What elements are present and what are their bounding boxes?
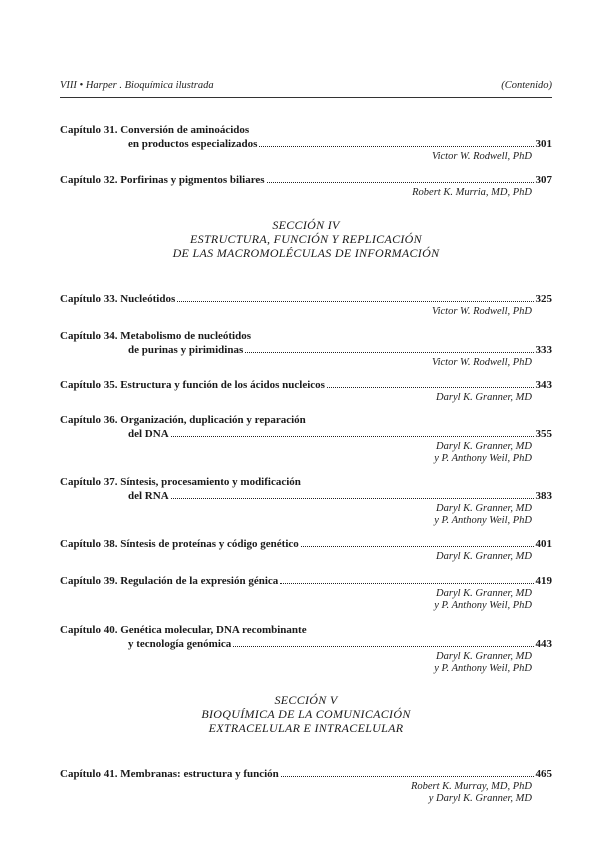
chapter-number: Capítulo 33. (60, 293, 118, 305)
toc-entry (60, 574, 552, 612)
page-number: 465 (535, 768, 552, 780)
chapter-title: Nucleótidos (120, 293, 176, 305)
chapter-number: Capítulo 37. (60, 476, 118, 488)
chapter-title: del RNA (128, 490, 169, 502)
chapter-author: Daryl K. Granner, MD (436, 503, 532, 514)
chapter-author: y P. Anthony Weil, PhD (434, 600, 532, 611)
toc-entry-title-row (60, 137, 552, 151)
toc-entry (60, 476, 552, 527)
chapter-title: Estructura y función de los ácidos nucleicos (120, 379, 325, 391)
page-number: 301 (535, 138, 552, 150)
dot-leader (171, 489, 534, 499)
section-iv-title-line1: ESTRUCTURA, FUNCIÓN Y REPLICACIÓN (190, 232, 422, 246)
toc-entry-title-row (60, 427, 552, 441)
chapter-number: Capítulo 40. (60, 624, 118, 636)
dot-leader (281, 767, 534, 777)
page-number: 419 (535, 575, 552, 587)
chapter-author: Daryl K. Granner, MD (436, 441, 532, 452)
page-number: 383 (535, 490, 552, 502)
chapter-author: Daryl K. Granner, MD (436, 588, 532, 599)
dot-leader (259, 137, 533, 147)
chapter-number: Capítulo 35. (60, 379, 118, 391)
dot-leader (280, 574, 533, 584)
chapter-author: Victor W. Rodwell, PhD (431, 151, 532, 162)
chapter-author: y P. Anthony Weil, PhD (434, 453, 532, 464)
dot-leader (233, 637, 533, 647)
chapter-author: y P. Anthony Weil, PhD (434, 515, 532, 526)
toc-entry-title-row (60, 292, 552, 306)
section-v-label: SECCIÓN V (274, 693, 338, 707)
toc-entry (60, 124, 552, 163)
chapter-author: y P. Anthony Weil, PhD (434, 663, 532, 674)
toc-entry-title-row (60, 767, 552, 781)
toc-entry-title-row (60, 637, 552, 651)
page-number: 401 (535, 538, 552, 550)
chapter-number: Capítulo 32. (60, 174, 118, 186)
dot-leader (267, 173, 534, 183)
dot-leader (327, 378, 534, 388)
chapter-number: Capítulo 38. (60, 538, 118, 550)
running-header-title: VIII • Harper . Bioquímica ilustrada (60, 80, 214, 91)
toc-entry (60, 767, 552, 805)
section-iv-heading (60, 218, 552, 260)
chapter-number: Capítulo 34. (60, 330, 118, 342)
toc-entry-title-row (60, 343, 552, 357)
toc-entry (60, 537, 552, 563)
page-number: 443 (535, 638, 552, 650)
chapter-title-line1: Síntesis, procesamiento y modificación (120, 476, 301, 488)
toc-entry (60, 173, 552, 199)
chapter-author: y Daryl K. Granner, MD (428, 793, 532, 804)
chapter-title-line1: Organización, duplicación y reparación (120, 414, 306, 426)
toc-entry-first-line (60, 124, 552, 137)
chapter-title: Porfirinas y pigmentos biliares (120, 174, 265, 186)
chapter-author: Victor W. Rodwell, PhD (431, 306, 532, 317)
running-header-section: (Contenido) (501, 80, 552, 91)
chapter-title: Regulación de la expresión génica (120, 575, 279, 587)
section-v-title-line1: BIOQUÍMICA DE LA COMUNICACIÓN (201, 707, 411, 721)
chapter-author: Victor W. Rodwell, PhD (431, 357, 532, 368)
chapter-title: de purinas y pirimidinas (128, 344, 244, 356)
page-number: 307 (535, 174, 552, 186)
toc-entry-title-row (60, 537, 552, 551)
chapter-title: del DNA (128, 428, 169, 440)
chapter-title: Síntesis de proteínas y código genético (120, 538, 299, 550)
toc-entry (60, 378, 552, 404)
chapter-title: Membranas: estructura y función (120, 768, 279, 780)
toc-entry-first-line (60, 476, 552, 489)
toc-entry-title-row (60, 489, 552, 503)
chapter-author: Robert K. Murria, MD, PhD (412, 187, 532, 198)
dot-leader (171, 427, 534, 437)
toc-entry-first-line (60, 624, 552, 637)
toc-entry (60, 414, 552, 465)
chapter-title-line1: Conversión de aminoácidos (120, 124, 250, 136)
chapter-author: Daryl K. Granner, MD (436, 551, 532, 562)
toc-entry-title-row (60, 378, 552, 392)
toc-entry-first-line (60, 414, 552, 427)
chapter-author: Robert K. Murray, MD, PhD (410, 781, 532, 792)
page-number: 333 (535, 344, 552, 356)
toc-entry-title-row (60, 173, 552, 187)
chapter-title-line1: Genética molecular, DNA recombinante (120, 624, 307, 636)
toc-entry-title-row (60, 574, 552, 588)
section-iv-title-line2: DE LAS MACROMOLÉCULAS DE INFORMACIÓN (172, 246, 440, 260)
chapter-title-line1: Metabolismo de nucleótidos (120, 330, 251, 342)
chapter-number: Capítulo 31. (60, 124, 118, 136)
toc-entry-first-line (60, 330, 552, 343)
page-number: 325 (535, 293, 552, 305)
dot-leader (301, 537, 534, 547)
chapter-number: Capítulo 39. (60, 575, 118, 587)
dot-leader (245, 343, 533, 353)
section-iv-label: SECCIÓN IV (272, 218, 340, 232)
chapter-author: Daryl K. Granner, MD (436, 651, 532, 662)
toc-entry (60, 330, 552, 369)
dot-leader (177, 292, 533, 302)
toc-entry (60, 292, 552, 318)
section-v-heading (60, 693, 552, 735)
chapter-number: Capítulo 41. (60, 768, 118, 780)
chapter-title: en productos especializados (128, 138, 258, 150)
toc-entry (60, 624, 552, 675)
chapter-number: Capítulo 36. (60, 414, 118, 426)
page-number: 355 (535, 428, 552, 440)
page-number: 343 (535, 379, 552, 391)
chapter-author: Daryl K. Granner, MD (436, 392, 532, 403)
section-v-title-line2: EXTRACELULAR E INTRACELULAR (208, 721, 404, 735)
chapter-title: y tecnología genómica (128, 638, 232, 650)
